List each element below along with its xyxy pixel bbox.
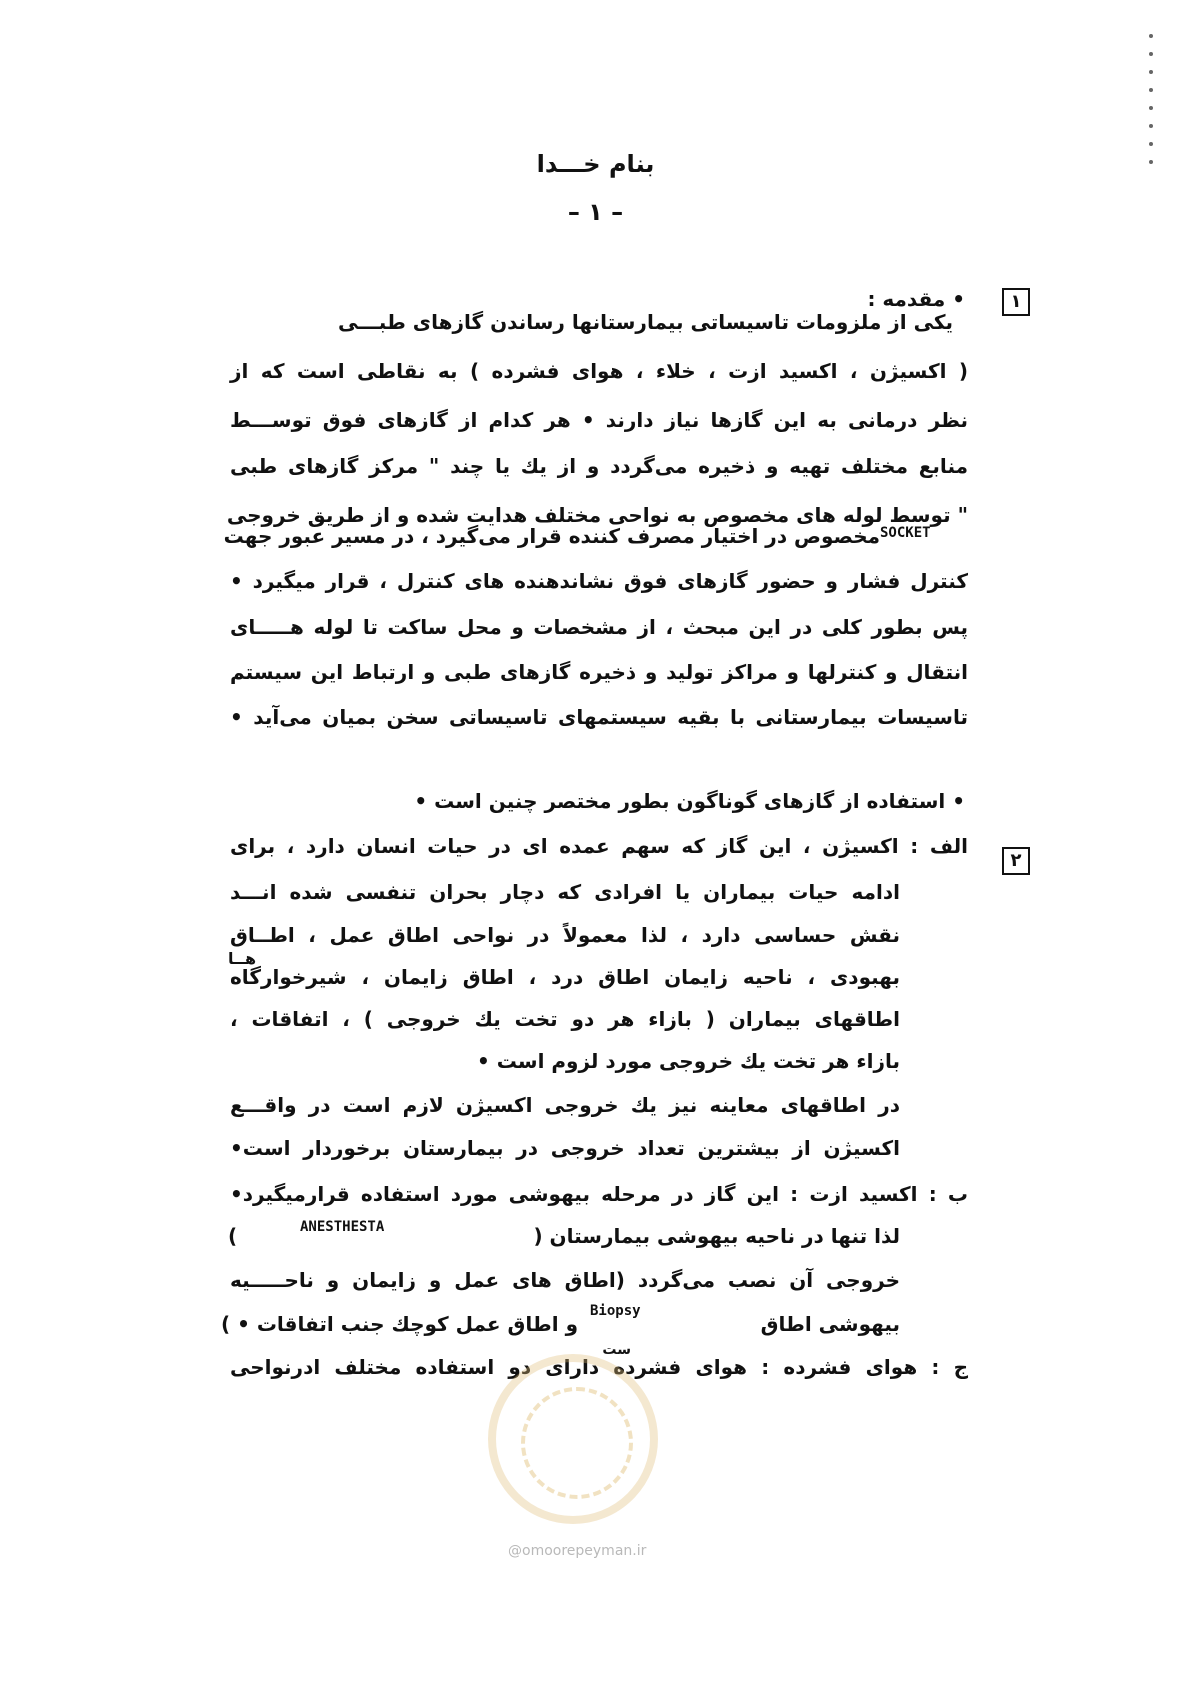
watermark-text: @omoorepeyman.ir (508, 1543, 647, 1559)
section-number-2: ۲ (1002, 847, 1030, 875)
page-number: – ۱ – (567, 198, 624, 226)
compressed-air-insert: ست (602, 1342, 631, 1358)
socket-label: SOCKET (880, 525, 931, 541)
section-1-line: یکی از ملزومات تاسیساتی بیمارستانها رساندن گازهای طبـــی (338, 310, 953, 334)
section-1-line: مخصوص در اختیار مصرف کننده قرار می‌گیرد ، در مسیر عبور جهت (223, 524, 880, 548)
section-1-line: منابع مختلف تهیه و ذخیره می‌گردد و از یك یا چند " مرکز گازهای طبی (230, 454, 968, 478)
section-1-line: انتقال و کنترلها و مراکز تولید و ذخیره گازهای طبی و ارتباط این سیستم (230, 660, 968, 684)
oxygen-line: در اطاقهای معاینه نیز یك خروجی اکسیژن لازم است در واقـــع (230, 1093, 900, 1117)
oxygen-line: الف : اکسیژن ، این گاز که سهم عمده ای در حیات انسان دارد ، برای (230, 834, 968, 858)
oxygen-line: ادامه حیات بیماران یا افرادی که دچار بحران تنفسی شده انـــد (230, 880, 900, 904)
nitrous-oxide-line: بیهوشی اطاق (760, 1312, 900, 1336)
nitrous-oxide-line: خروجی آن نصب می‌گردد (اطاق های عمل و زایمان و ناحـــــیه (230, 1268, 900, 1292)
section-number-1: ۱ (1002, 288, 1030, 316)
oxygen-line: اکسیژن از بیشترین تعداد خروجی در بیمارستان برخوردار است• (230, 1136, 900, 1160)
section-1-line: ( اکسیژن ، اکسید ازت ، خلاء ، هوای فشرده ) به نقاطی است که از (230, 359, 968, 383)
oxygen-line: نقش حساسی دارد ، لذا معمولاً در نواحی اطاق عمل ، اطــاق (230, 923, 900, 947)
oxygen-line: اطاقهای بیماران ( بازاء هر دو تخت یك خروجی ) ، اتفاقات ، (230, 1007, 900, 1031)
section-1-line: پس بطور کلی در این مبحث ، از مشخصات و محل ساکت تا لوله هـــــای (230, 615, 968, 639)
oxygen-line: بازاء هر تخت یك خروجی مورد لزوم است • (476, 1049, 900, 1073)
section-1-heading: • مقدمه : (867, 287, 965, 311)
section-1-line: کنترل فشار و حضور گازهای فوق نشاندهنده های کنترل ، قرار میگیرد • (230, 569, 968, 593)
compressed-air-line: ج : هوای فشرده : هوای فشرده دارای دو استفاده مختلف ادرنواحی (230, 1355, 968, 1379)
section-1-line: " توسط لوله های مخصوص به نواحی مختلف هدایت شده و از طریق خروجی (226, 503, 968, 527)
anesthesta-label: ANESTHESTA (300, 1219, 385, 1235)
watermark-seal (488, 1354, 658, 1524)
section-1-line: تاسیسات بیمارستانی با بقیه سیستمهای تاسیساتی سخن بمیان می‌آید • (230, 705, 968, 729)
oxygen-line: بهبودی ، ناحیه زایمان اطاق درد ، اطاق زایمان ، شیرخوارگاه (230, 965, 900, 989)
section-1-line: نظر درمانی به این گازها نیاز دارند • هر کدام از گازهای فوق توســـط (230, 408, 968, 432)
oxygen-line-insert: هــا (228, 949, 257, 968)
nitrous-oxide-line: لذا تنها در ناحیه بیهوشی بیمارستان ( (533, 1224, 900, 1248)
nitrous-oxide-line: ) (228, 1224, 238, 1248)
biopsy-label: Biopsy (590, 1303, 641, 1319)
page-title: بنام خـــدا (536, 150, 655, 178)
section-2-heading: • استفاده از گازهای گوناگون بطور مختصر چنین است • (414, 789, 965, 813)
nitrous-oxide-line: ب : اکسید ازت : این گاز در مرحله بیهوشی مورد استفاده قرارمیگیرد• (230, 1182, 968, 1206)
nitrous-oxide-line: و اطاق عمل کوچك جنب اتفاقات • ) (220, 1312, 578, 1336)
